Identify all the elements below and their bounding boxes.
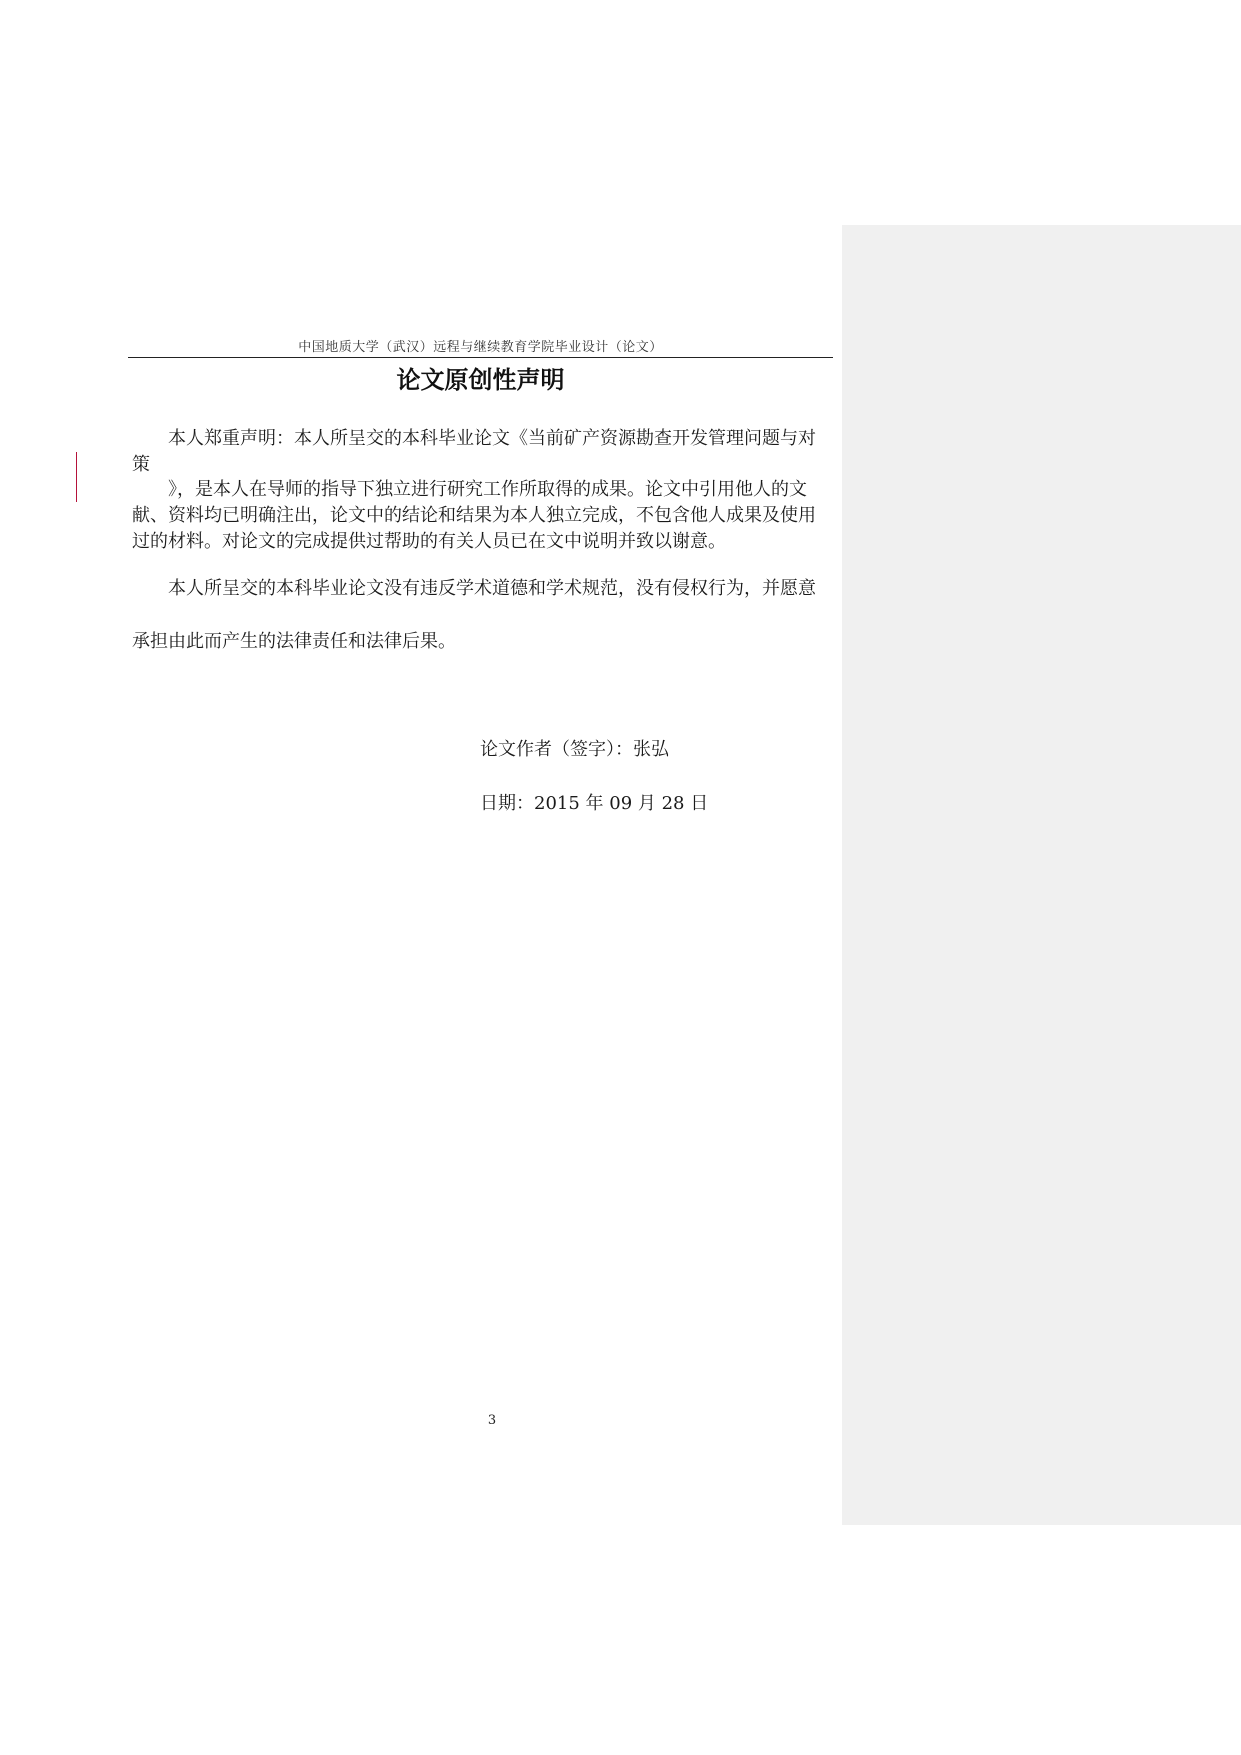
revision-change-bar xyxy=(76,452,77,502)
header-divider xyxy=(128,357,833,358)
paragraph-1-line-1: 本人郑重声明：本人所呈交的本科毕业论文《当前矿产资源勘查开发管理问题与对 xyxy=(168,428,816,449)
paragraph-1-line-2: 策 xyxy=(132,454,150,475)
author-signature: 论文作者（签字）：张弘 xyxy=(480,739,669,760)
signature-date: 日期：2015 年 09 月 28 日 xyxy=(480,793,709,814)
paragraph-1-line-5: 过的材料。对论文的完成提供过帮助的有关人员已在文中说明并致以谢意。 xyxy=(132,531,726,552)
paragraph-2-line-1: 本人所呈交的本科毕业论文没有违反学术道德和学术规范，没有侵权行为，并愿意 xyxy=(168,578,816,599)
running-header: 中国地质大学（武汉）远程与继续教育学院毕业设计（论文） xyxy=(298,340,663,355)
paragraph-1-line-4: 献、资料均已明确注出，论文中的结论和结果为本人独立完成，不包含他人成果及使用 xyxy=(132,505,816,526)
page-number: 3 xyxy=(487,1413,497,1428)
comment-pane[interactable] xyxy=(842,225,1241,1525)
document-title: 论文原创性声明 xyxy=(396,366,565,394)
paragraph-1-line-3: 》，是本人在导师的指导下独立进行研究工作所取得的成果。论文中引用他人的文 xyxy=(168,479,807,500)
paragraph-2-line-2: 承担由此而产生的法律责任和法律后果。 xyxy=(132,631,456,652)
